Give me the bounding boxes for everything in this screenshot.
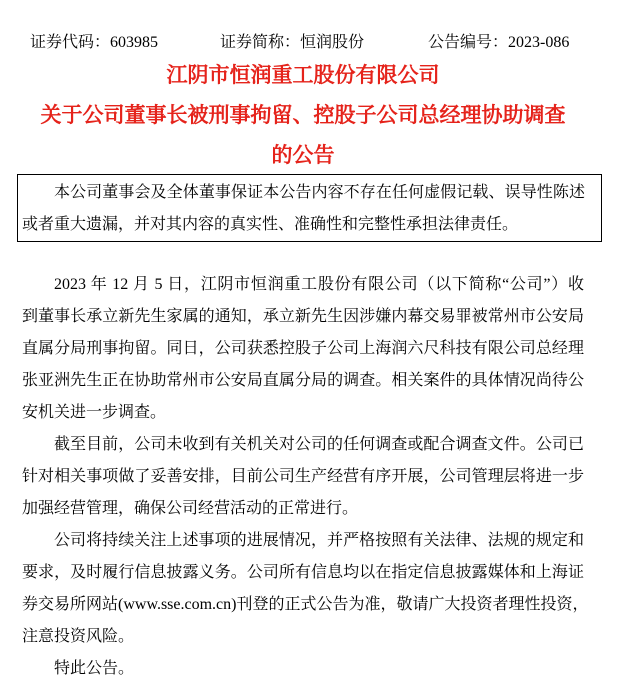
statement-line: 或者重大遗漏，并对其内容的真实性、准确性和完整性承担法律责任。 bbox=[22, 215, 519, 233]
body-line: 2023 年 12 月 5 日，江阴市恒润重工股份有限公司（以下简称“公司”）收 bbox=[54, 276, 584, 293]
stock-code: 证券代码：603985 bbox=[30, 34, 159, 51]
body-line: 截至目前，公司未收到有关机关对公司的任何调查或配合调查文件。公司已 bbox=[54, 436, 584, 453]
paragraph-3 bbox=[22, 525, 589, 653]
body-line: 要求，及时履行信息披露义务。公司所有信息均以在指定信息披露媒体和上海证 bbox=[22, 564, 584, 581]
body-line: 加强经营管理，确保公司经营活动的正常进行。 bbox=[22, 500, 359, 517]
statement-line: 本公司董事会及全体董事保证本公告内容不存在任何虚假记载、误导性陈述 bbox=[54, 183, 585, 201]
body-line: 券交易所网站(www.sse.com.cn)刊登的正式公告为准，敬请广大投资者理性投资， bbox=[22, 596, 589, 613]
paragraph-4 bbox=[22, 653, 584, 685]
body-line: 安机关进一步调查。 bbox=[22, 404, 167, 421]
body-line: 张亚洲先生正在协助常州市公安局直属分局的调查。相关案件的具体情况尚待公 bbox=[22, 372, 584, 389]
title-line-1: 关于公司董事长被刑事拘留、控股子公司总经理协助调查 bbox=[40, 103, 566, 127]
closing-line: 特此公告。 bbox=[54, 660, 135, 677]
body-line: 直属分局刑事拘留。同日，公司获悉控股子公司上海润六尺科技有限公司总经理 bbox=[22, 340, 584, 357]
announcement-title bbox=[0, 55, 606, 175]
paragraph-1 bbox=[22, 269, 584, 429]
title-company: 江阴市恒润重工股份有限公司 bbox=[166, 63, 440, 87]
board-statement-box bbox=[17, 174, 602, 242]
announcement-body bbox=[22, 269, 589, 685]
body-line: 针对相关事项做了妥善安排，目前公司生产经营有序开展，公司管理层将进一步 bbox=[22, 468, 584, 485]
title-line-2: 的公告 bbox=[271, 143, 335, 167]
body-line: 注意投资风险。 bbox=[22, 628, 135, 645]
paragraph-2 bbox=[22, 429, 584, 525]
stock-abbreviation: 证券简称：恒润股份 bbox=[220, 34, 365, 51]
body-line: 到董事长承立新先生家属的通知，承立新先生因涉嫌内幕交易罪被常州市公安局 bbox=[22, 308, 584, 325]
notice-number: 公告编号：2023-086 bbox=[428, 34, 570, 51]
body-line: 公司将持续关注上述事项的进展情况，并严格按照有关法律、法规的规定和 bbox=[54, 532, 584, 549]
